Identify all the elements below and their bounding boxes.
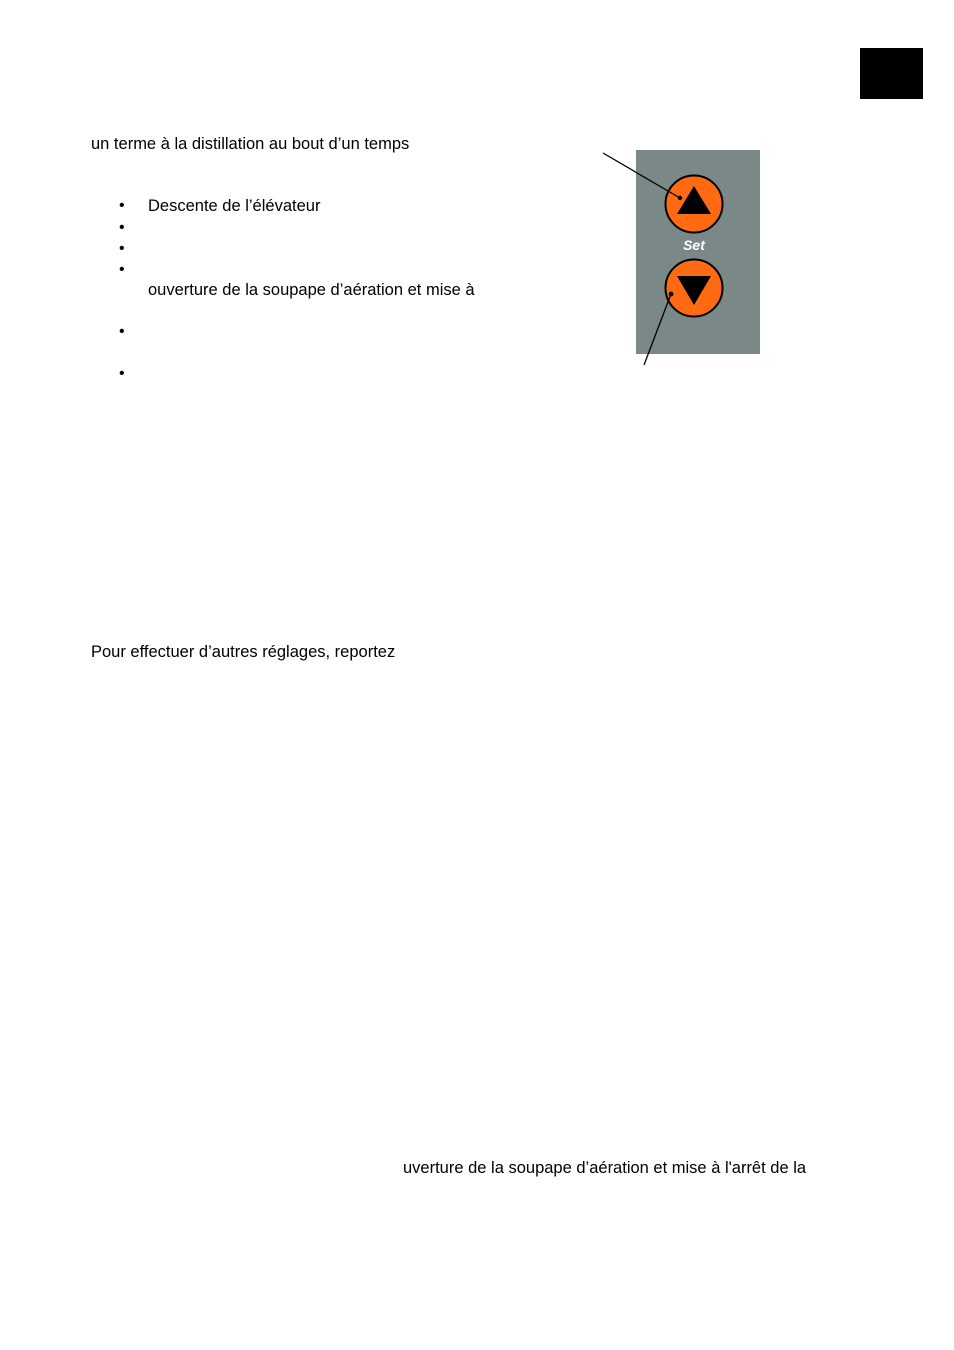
bullet-marker: • (119, 323, 125, 340)
section-tab-marker (860, 48, 923, 99)
list-item-text: Descente de l’élévateur (148, 197, 321, 215)
bullet-marker: • (119, 240, 125, 257)
bullet-marker: • (119, 365, 125, 382)
down-arrow-button[interactable] (666, 260, 723, 317)
settings-reference-line: Pour effectuer d’autres réglages, reportez (91, 643, 396, 661)
up-arrow-button[interactable] (666, 176, 723, 233)
bullet-marker: • (119, 197, 125, 214)
bullet-marker: • (119, 261, 125, 278)
set-label: Set (683, 237, 705, 253)
bullet-marker: • (119, 219, 125, 236)
footer-line: uverture de la soupape d’aération et mise à l'arrêt de la (403, 1159, 807, 1177)
keypad-illustration (0, 0, 954, 400)
list-item-text: ouverture de la soupape d’aération et mise à (148, 281, 475, 299)
intro-line: un terme à la distillation au bout d’un temps (91, 135, 410, 153)
